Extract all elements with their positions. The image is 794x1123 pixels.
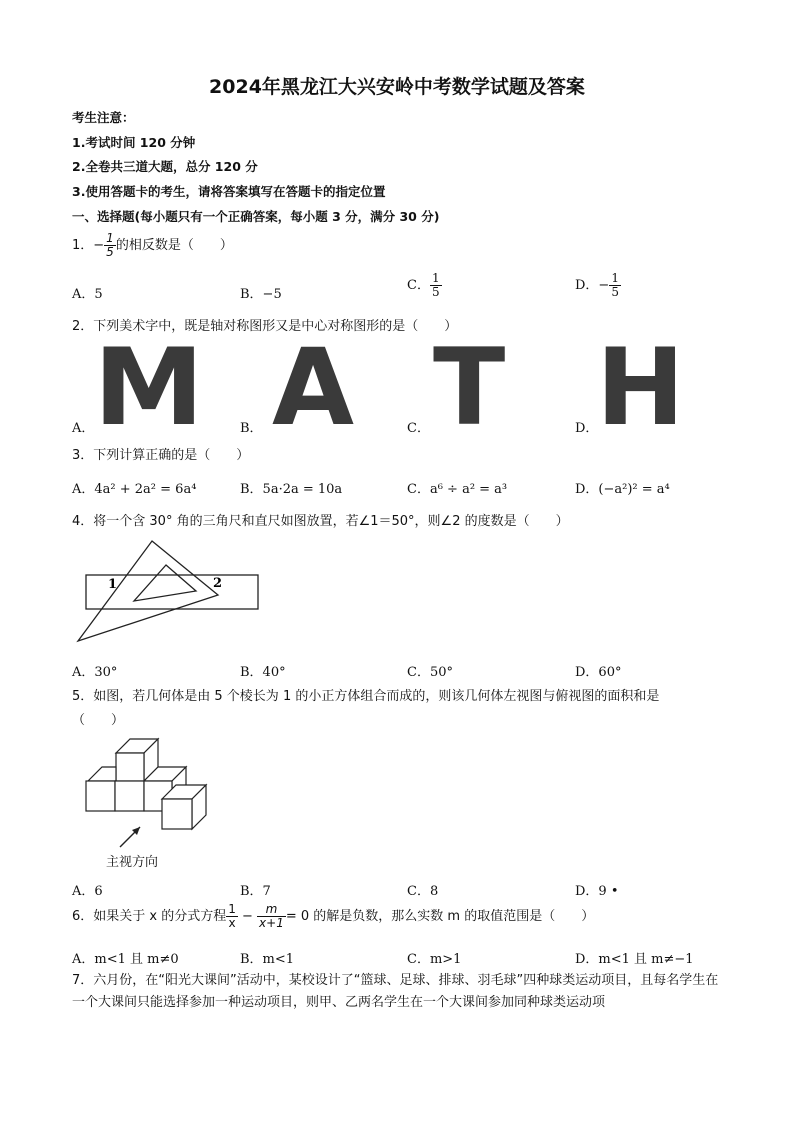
q2-stem: 2．下列美术字中，既是轴对称图形又是中心对称图形的是（ ） <box>72 319 458 334</box>
q2-option-b: B． <box>240 421 263 436</box>
q6-option-a: A．m<1 且 m≠0 <box>72 952 179 967</box>
q1-prefix: 1．− <box>72 238 105 253</box>
q6-prefix: 6．如果关于 x 的分式方程 <box>72 909 227 924</box>
q5-option-b: B．7 <box>240 884 271 899</box>
triangle-inner-shape <box>134 565 196 601</box>
q1-option-c <box>407 272 442 299</box>
math-letter-m: M <box>93 326 205 449</box>
q6-fraction-2 <box>257 903 286 930</box>
q5-option-d: D．9 • <box>575 884 619 899</box>
q5-paren: （ ） <box>72 713 125 728</box>
q1-option-a: A．5 <box>72 287 103 302</box>
q1-frac-num: 1 <box>106 231 114 245</box>
q5-option-a: A．6 <box>72 884 103 899</box>
triangle-outer-shape <box>78 541 218 641</box>
q7-stem: 7．六月份，在“阳光大课间”活动中，某校设计了“篮球、足球、排球、羽毛球”四种球类运动项目，且每名学生在一个大课间只能选择参加一种运动项目，则甲、乙两名学生在一个大课间参加同种球类运动项 <box>72 973 719 1010</box>
q1-stem <box>72 232 233 259</box>
q3-option-c: C．a⁶ ÷ a² = a³ <box>407 482 508 497</box>
cube-front-1 <box>86 781 115 811</box>
q4-option-a: A．30° <box>72 665 118 680</box>
q3-option-b: B．5a·2a = 10a <box>240 482 343 497</box>
q6-suffix: = 0 的解是负数，那么实数 m 的取值范围是（ ） <box>285 909 595 924</box>
notice-heading: 考生注意： <box>72 110 135 125</box>
cube-front-2 <box>115 781 144 811</box>
q5-figure-cubes <box>78 735 218 865</box>
q4-stem: 4．将一个含 30° 角的三角尺和直尺如图放置，若∠1＝50°，则∠2 的度数是（ ） <box>72 514 569 529</box>
q1-c-label: C． <box>407 278 430 293</box>
q1-suffix: 的相反数是（ ） <box>115 238 233 253</box>
q6-f1-den: x <box>228 916 236 930</box>
q3-option-a: A．4a² + 2a² = 6a⁴ <box>72 482 197 497</box>
q5-option-c: C．8 <box>407 884 439 899</box>
q6-f2-num: m <box>257 903 286 917</box>
q4-option-b: B．40° <box>240 665 286 680</box>
q6-f2-den: x+1 <box>259 916 284 930</box>
q1-c-den: 5 <box>431 285 440 299</box>
q1-fraction <box>104 232 116 259</box>
section1-heading: 一、选择题(每小题只有一个正确答案，每小题 3 分，满分 30 分) <box>72 209 440 224</box>
q1-c-fraction <box>430 272 442 299</box>
q1-option-b: B．−5 <box>240 287 282 302</box>
q1-d-num: 1 <box>611 271 619 285</box>
math-letter-h: H <box>596 326 685 449</box>
q6-option-c: C．m>1 <box>407 952 462 967</box>
q1-c-num: 1 <box>431 271 440 285</box>
q1-frac-den: 5 <box>106 245 114 259</box>
q2-option-d: D． <box>575 421 599 436</box>
angle-2-label: 2 <box>213 576 223 591</box>
page-title: 2024年黑龙江大兴安岭中考数学试题及答案 <box>209 76 585 98</box>
q1-d-den: 5 <box>611 285 619 299</box>
q5-stem: 5．如图，若几何体是由 5 个棱长为 1 的小正方体组合而成的，则该几何体左视图与俯视图的面积和是 <box>72 689 660 704</box>
q1-d-label: D．− <box>575 278 610 293</box>
notice-item-2: 2.全卷共三道大题，总分 120 分 <box>72 159 258 174</box>
math-letter-t: T <box>433 326 506 449</box>
math-letter-a: A <box>272 326 355 449</box>
q2-option-c: C． <box>407 421 430 436</box>
cube-back-left-top <box>88 767 116 781</box>
q6-minus: − <box>237 909 258 924</box>
q4-option-d: D．60° <box>575 665 622 680</box>
q2-option-a: A． <box>72 421 95 436</box>
q1-option-d <box>575 272 621 299</box>
q4-option-c: C．50° <box>407 665 453 680</box>
q3-stem: 3．下列计算正确的是（ ） <box>72 448 250 463</box>
cube-protrude-front <box>162 799 192 829</box>
q1-d-fraction <box>609 272 621 299</box>
notice-item-3: 3.使用答题卡的考生，请将答案填写在答题卡的指定位置 <box>72 184 386 199</box>
q3-option-d: D．(−a²)² = a⁴ <box>575 482 670 497</box>
q4-figure-ruler-triangle <box>72 535 282 647</box>
q6-fraction-1 <box>226 903 238 930</box>
cube-top-front <box>116 753 144 781</box>
q6-f1-num: 1 <box>228 902 236 916</box>
angle-1-label: 1 <box>108 577 118 592</box>
q6-option-d: D．m<1 且 m≠−1 <box>575 952 694 967</box>
q6-stem <box>72 903 594 930</box>
q6-option-b: B．m<1 <box>240 952 295 967</box>
q5-fig-caption: 主视方向 <box>106 855 159 870</box>
notice-item-1: 1.考试时间 120 分钟 <box>72 135 196 150</box>
